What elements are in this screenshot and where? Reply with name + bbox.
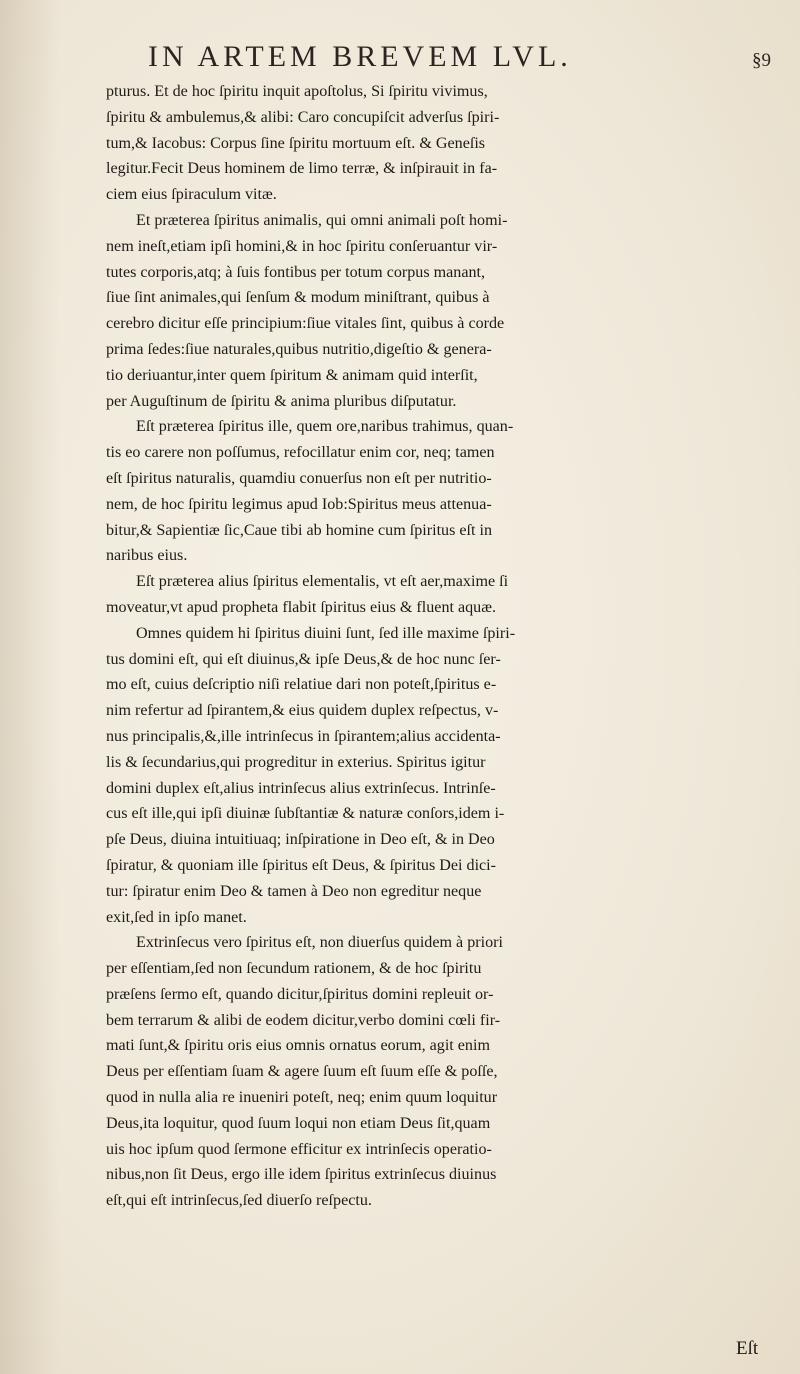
- running-head: IN ARTEM BREVEM LVL.: [148, 40, 572, 73]
- text-line: ſpiritu & ambulemus,& alibi: Caro concupiſcit adverſus ſpiri-: [106, 108, 500, 126]
- text-line: mo eſt, cuius deſcriptio niſi relatiue dari non poteſt,ſpiritus e-: [106, 676, 497, 694]
- text-line: tis eo carere non poſſumus, refocillatur enim cor, neq; tamen: [106, 444, 495, 462]
- text-line: cus eſt ille,qui ipſi diuinæ ſubſtantiæ & naturæ conſors,idem i-: [106, 805, 505, 823]
- text-line: per eſſentiam,ſed non ſecundum rationem, & de hoc ſpiritu: [106, 960, 482, 978]
- text-line: uis hoc ipſum quod ſermone efficitur ex intrinſecis operatio-: [106, 1140, 492, 1158]
- text-line: Eſt prӕterea ſpiritus ille, quem ore,naribus trahimus, quan-: [136, 418, 514, 436]
- text-line: moveatur,vt apud propheta flabit ſpiritus eius & fluent aquæ.: [106, 598, 496, 616]
- text-line: præſens ſermo eſt, quando dicitur,ſpiritus domini repleuit or-: [106, 985, 494, 1003]
- text-line: nibus,non ſit Deus, ergo ille idem ſpiritus extrinſecus diuinus: [106, 1166, 497, 1184]
- text-line: mati ſunt,& ſpiritu oris eius omnis ornatus eorum, agit enim: [106, 1037, 490, 1055]
- text-line: tus domini eſt, qui eſt diuinus,& ipſe Deus,& de hoc nunc ſer-: [106, 650, 501, 668]
- text-line: eſt,qui eſt intrinſecus,ſed diuerſo reſpectu.: [106, 1192, 372, 1210]
- text-line: tutes corporis,atq; à ſuis fontibus per totum corpus manant,: [106, 263, 486, 281]
- text-line: naribus eius.: [106, 547, 188, 565]
- text-line: cerebro dicitur eſſe principium:ſiue vitales ſint, quibus à corde: [106, 315, 505, 333]
- text-line: Omnes quidem hi ſpiritus diuini ſunt, ſed ille maxime ſpiri-: [136, 624, 516, 642]
- text-line: ciem eius ſpiraculum vitæ.: [106, 186, 277, 204]
- text-line: domini duplex eſt,alius intrinſecus alius extrinſecus. Intrinſe-: [106, 779, 496, 797]
- text-line: ſpiratur, & quoniam ille ſpiritus eſt Deus, & ſpiritus Dei dici-: [106, 856, 497, 874]
- text-line: lis & ſecundarius,qui progreditur in exterius. Spiritus igitur: [106, 753, 486, 771]
- text-line: eſt ſpiritus naturalis, quamdiu conuerſus non eſt per nutritio-: [106, 469, 492, 487]
- body-text: [106, 79, 766, 1214]
- text-line: pturus. Et de hoc ſpiritu inquit apoſtolus, Si ſpiritu vivimus,: [106, 83, 488, 100]
- text-line: exit,ſed in ipſo manet.: [106, 908, 247, 926]
- text-line: prima ſedes:ſiue naturales,quibus nutritio,digeſtio & genera-: [106, 340, 492, 358]
- text-line: tio deriuantur,inter quem ſpiritum & animam quid interſit,: [106, 366, 478, 384]
- text-line: tur: ſpiratur enim Deo & tamen à Deo non egreditur neque: [106, 882, 482, 900]
- text-line: pſe Deus, diuina intuitiuaq; inſpiratione in Deo eſt, & in Deo: [106, 831, 495, 849]
- text-line: bem terrarum & alibi de eodem dicitur,verbo domini cœli fir-: [106, 1011, 501, 1029]
- text-line: nem, de hoc ſpiritu legimus apud Iob:Spiritus meus attenua-: [106, 495, 492, 513]
- text-line: quod in nulla alia re inueniri poteſt, neq; enim quum loquitur: [106, 1089, 498, 1107]
- text-line: nem ineſt,etiam ipſi homini,& in hoc ſpiritu conſeruantur vir-: [106, 237, 498, 255]
- text-line: Deus,ita loquitur, quod ſuum loqui non etiam Deus ſit,quam: [106, 1114, 491, 1132]
- page-header: [0, 40, 800, 80]
- text-line: bitur,& Sapientiæ ſic,Caue tibi ab homine cum ſpiritus eſt in: [106, 521, 492, 539]
- text-line: Et præterea ſpiritus animalis, qui omni animali poſt homi-: [136, 211, 508, 229]
- text-line: per Auguſtinum de ſpiritu & anima pluribus diſputatur.: [106, 392, 457, 410]
- page-number: §9: [752, 50, 771, 71]
- text-line: tum,& Iacobus: Corpus ſine ſpiritu mortuum eſt. & Geneſis: [106, 134, 486, 152]
- text-line: legitur.Fecit Deus hominem de limo terræ, & inſpirauit in fa-: [106, 160, 498, 178]
- text-line: nus principalis,&,ille intrinſecus in ſpirantem;alius accidenta-: [106, 727, 501, 745]
- catchword: Eſt: [736, 1338, 759, 1359]
- text-line: Eſt præterea alius ſpiritus elementalis, vt eſt aer,maxime ſi: [136, 573, 509, 591]
- text-line: Extrinſecus vero ſpiritus eſt, non diuerſus quidem à priori: [136, 934, 503, 952]
- gutter-shadow: [0, 0, 60, 1374]
- text-line: ſiue ſint animales,qui ſenſum & modum miniſtrant, quibus à: [106, 289, 490, 307]
- text-line: nim refertur ad ſpirantem,& eius quidem duplex reſpectus, v-: [106, 702, 499, 720]
- text-line: Deus per eſſentiam ſuam & agere ſuum eſt ſuum eſſe & poſſe,: [106, 1063, 498, 1081]
